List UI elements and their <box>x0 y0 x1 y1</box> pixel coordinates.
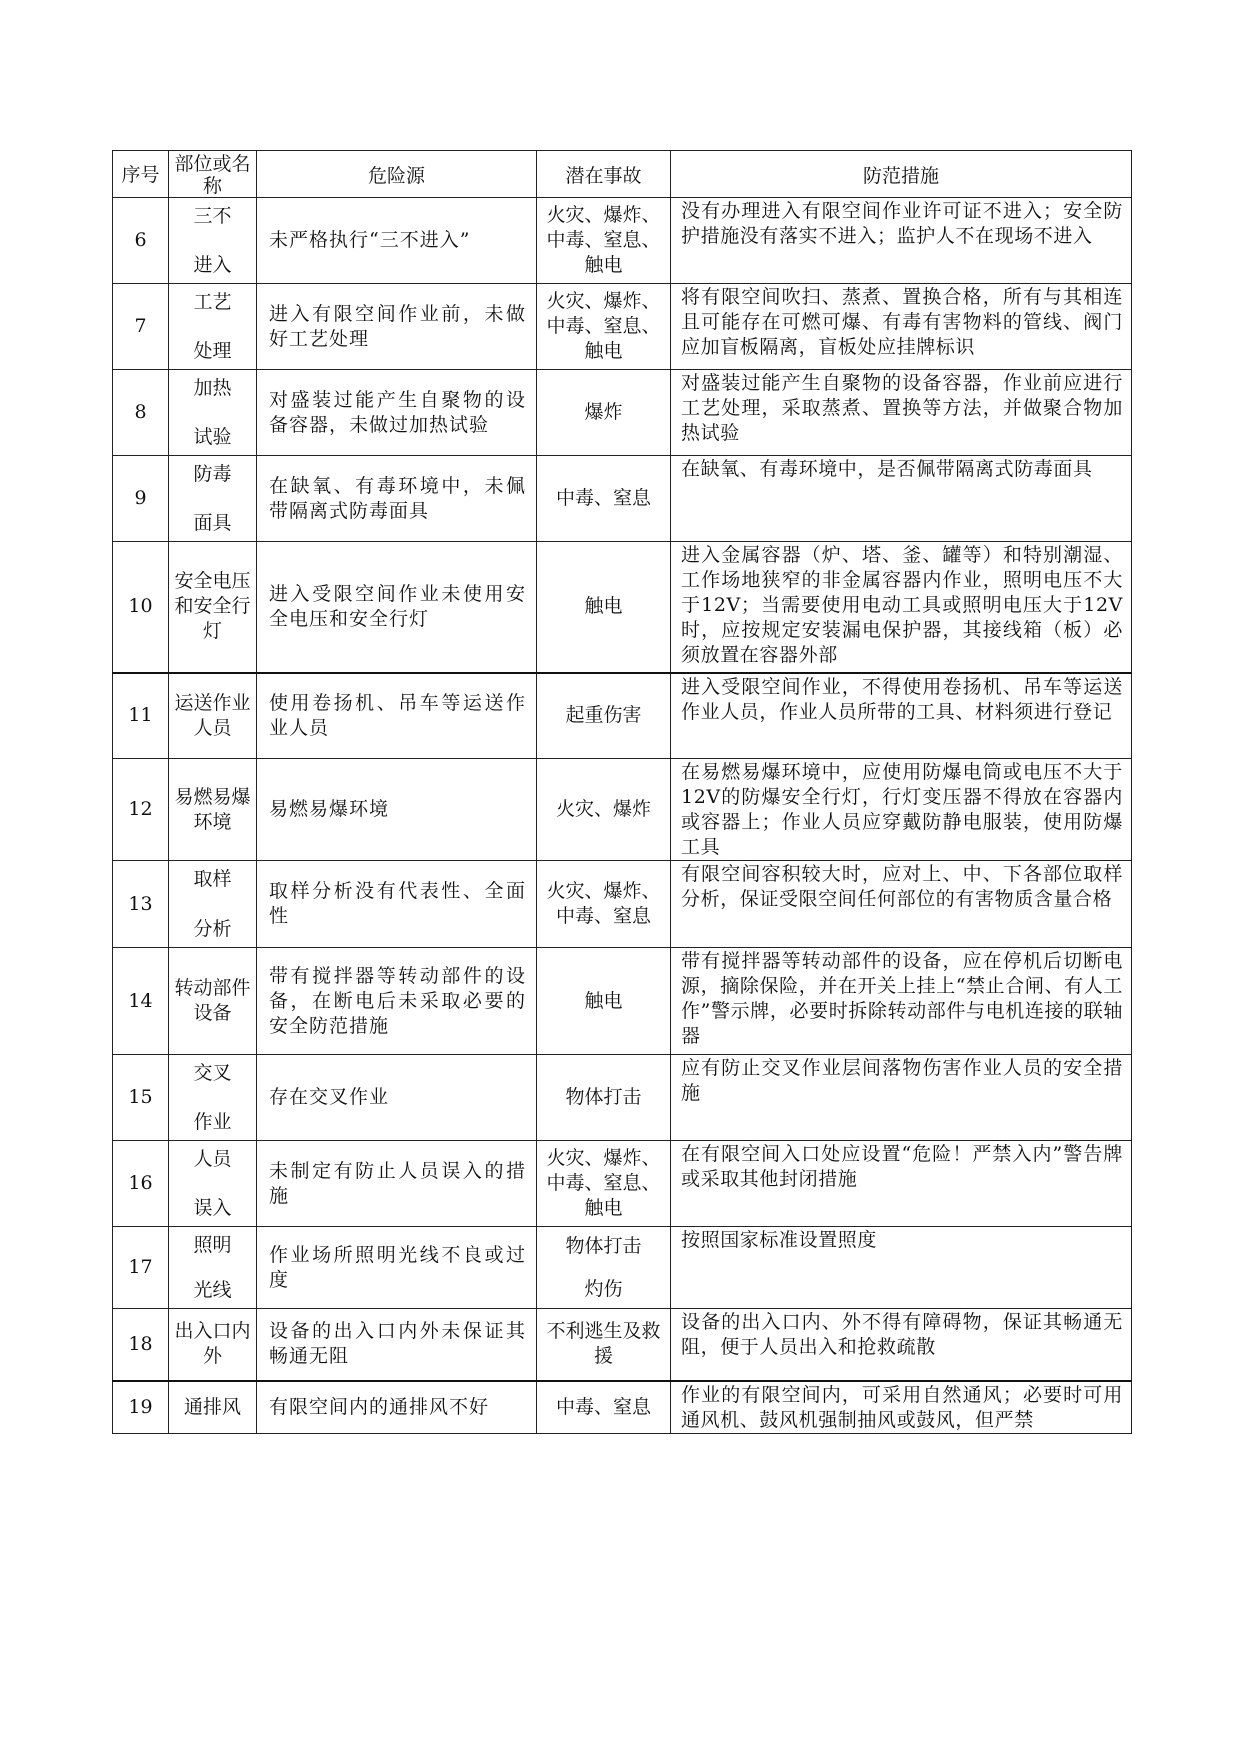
measures-text: 有限空间容积较大时，应对上、中、下各部位取样分析，保证受限空间任何部位的有害物质含量合格 <box>681 863 1123 910</box>
part-line: 试验 <box>193 425 232 448</box>
table-row <box>113 948 1132 1055</box>
measures-text: 在缺氧、有毒环境中，是否佩带隔离式防毒面具 <box>681 458 1093 480</box>
measures-text: 对盛装过能产生自聚物的设备容器，作业前应进行工艺处理，采取蒸煮、置换等方法，并做聚合物加热试验 <box>681 372 1123 444</box>
accident-text: 火灾、爆炸、中毒、窒息、触电 <box>546 290 661 362</box>
part-label <box>169 290 256 364</box>
part-label: 安全电压和安全行灯 <box>174 570 251 643</box>
hazard-text: 取样分析没有代表性、全面性 <box>269 880 526 927</box>
row-number: 10 <box>128 595 153 618</box>
cell-no <box>113 456 169 542</box>
table-row <box>113 1381 1132 1434</box>
table-row <box>113 673 1132 759</box>
accident-line: 灼伤 <box>584 1277 623 1300</box>
cell-measures <box>671 673 1132 759</box>
accident-text: 中毒、窒息 <box>555 487 651 509</box>
cell-measures <box>671 542 1132 673</box>
row-number: 18 <box>128 1332 153 1355</box>
part-line: 取样 <box>193 867 232 890</box>
cell-measures <box>671 1309 1132 1381</box>
table-row <box>113 759 1132 861</box>
cell-measures <box>671 284 1132 370</box>
table-row <box>113 1141 1132 1227</box>
hazard-text: 进入受限空间作业未使用安全电压和安全行灯 <box>269 582 526 630</box>
cell-part <box>169 198 257 284</box>
header-measures: 防范措施 <box>671 151 1132 198</box>
hazard-text: 未严格执行“三不进入” <box>269 229 471 251</box>
cell-part <box>169 861 257 948</box>
table-row <box>113 861 1132 948</box>
measures-text: 应有防止交叉作业层间落物伤害作业人员的安全措施 <box>681 1057 1123 1104</box>
measures-text: 进入受限空间作业，不得使用卷扬机、吊车等运送作业人员，作业人员所带的工具、材料须进行登记 <box>681 675 1123 723</box>
part-line: 光线 <box>193 1278 232 1301</box>
cell-part <box>169 542 257 673</box>
cell-part <box>169 673 257 759</box>
cell-accident <box>537 1055 671 1141</box>
part-line: 面具 <box>193 511 232 534</box>
row-number: 17 <box>128 1256 153 1278</box>
accident-text <box>543 1234 664 1302</box>
part-line: 作业 <box>193 1110 232 1133</box>
part-line: 工艺 <box>193 290 232 313</box>
part-line: 加热 <box>193 376 232 399</box>
hazard-text: 在缺氧、有毒环境中，未佩带隔离式防毒面具 <box>269 474 526 522</box>
header-no: 序号 <box>113 151 169 198</box>
table-header <box>113 151 1132 198</box>
hazard-text: 带有搅拌器等转动部件的设备，在断电后未采取必要的安全防范措施 <box>269 964 526 1037</box>
measures-text: 在易燃易爆环境中，应使用防爆电筒或电压不大于12V的防爆安全行灯，行灯变压器不得放在容器内或容器上；作业人员应穿戴防静电服装，使用防爆工具 <box>681 761 1123 858</box>
cell-accident <box>537 1381 671 1434</box>
row-number: 19 <box>128 1395 153 1418</box>
table-row <box>113 284 1132 370</box>
cell-no <box>113 1227 169 1309</box>
part-label: 通排风 <box>183 1395 241 1418</box>
row-number: 9 <box>134 487 147 509</box>
part-label <box>169 1147 256 1221</box>
cell-hazard <box>257 456 537 542</box>
hazard-text: 作业场所照明光线不良或过度 <box>269 1243 526 1291</box>
cell-hazard <box>257 861 537 948</box>
measures-text: 作业的有限空间内，可采用自然通风；必要时可用通风机、鼓风机强制抽风或鼓风，但严禁 <box>681 1383 1123 1431</box>
row-number: 7 <box>134 315 147 337</box>
accident-text: 爆炸 <box>584 401 623 423</box>
cell-measures <box>671 861 1132 948</box>
cell-accident <box>537 759 671 861</box>
hazard-text: 存在交叉作业 <box>269 1086 390 1108</box>
part-line: 分析 <box>193 917 232 940</box>
cell-hazard <box>257 370 537 456</box>
cell-no <box>113 1309 169 1381</box>
cell-hazard <box>257 198 537 284</box>
measures-text: 带有搅拌器等转动部件的设备，应在停机后切断电源，摘除保险，并在开关上挂上“禁止合闸、有人工作”警示牌，必要时拆除转动部件与电机连接的联轴器 <box>681 950 1123 1047</box>
cell-no <box>113 1055 169 1141</box>
cell-part <box>169 456 257 542</box>
cell-measures <box>671 948 1132 1055</box>
cell-no <box>113 542 169 673</box>
part-line: 防毒 <box>193 462 232 485</box>
cell-hazard <box>257 1381 537 1434</box>
cell-part <box>169 759 257 861</box>
cell-no <box>113 948 169 1055</box>
cell-measures <box>671 370 1132 456</box>
part-label <box>169 1233 256 1303</box>
part-label: 易燃易爆环境 <box>174 785 251 833</box>
cell-accident <box>537 284 671 370</box>
cell-accident <box>537 370 671 456</box>
cell-hazard <box>257 542 537 673</box>
part-label: 运送作业人员 <box>174 691 251 739</box>
part-label <box>169 867 256 942</box>
cell-part <box>169 1227 257 1309</box>
part-label: 转动部件设备 <box>174 977 251 1024</box>
row-number: 8 <box>134 401 147 423</box>
cell-hazard <box>257 1141 537 1227</box>
cell-hazard <box>257 1227 537 1309</box>
table-row <box>113 198 1132 284</box>
row-number: 6 <box>134 229 147 251</box>
table-row <box>113 1055 1132 1141</box>
hazard-table <box>112 150 1132 1434</box>
accident-text: 触电 <box>584 989 623 1012</box>
measures-text: 设备的出入口内、外不得有障碍物，保证其畅通无阻，便于人员出入和抢救疏散 <box>681 1311 1123 1358</box>
part-line: 人员 <box>193 1147 232 1170</box>
cell-no <box>113 1381 169 1434</box>
cell-part <box>169 1309 257 1381</box>
part-label: 出入口内外 <box>174 1320 251 1368</box>
cell-accident <box>537 673 671 759</box>
measures-text: 进入金属容器（炉、塔、釜、罐等）和特别潮湿、工作场地狭窄的非金属容器内作业，照明电压不大于12V；当需要使用电动工具或照明电压大于12V时，应按规定安装漏电保护器，其接线箱（板）必须放置在容器外部 <box>681 544 1123 666</box>
accident-text: 火灾、爆炸、中毒、窒息 <box>546 880 661 927</box>
cell-accident <box>537 1309 671 1381</box>
cell-hazard <box>257 1309 537 1381</box>
part-line: 进入 <box>193 253 232 276</box>
table-row <box>113 456 1132 542</box>
accident-text: 不利逃生及救援 <box>546 1320 661 1368</box>
measures-text: 没有办理进入有限空间作业许可证不进入；安全防护措施没有落实不进入；监护人不在现场不进入 <box>681 200 1123 247</box>
hazard-text: 有限空间内的通排风不好 <box>269 1395 490 1418</box>
cell-measures <box>671 1381 1132 1434</box>
cell-part <box>169 1055 257 1141</box>
header-hazard: 危险源 <box>257 151 537 198</box>
table-row <box>113 1227 1132 1309</box>
row-number: 12 <box>128 798 153 820</box>
cell-measures <box>671 759 1132 861</box>
cell-accident <box>537 456 671 542</box>
cell-measures <box>671 1141 1132 1227</box>
hazard-text: 对盛装过能产生自聚物的设备容器，未做过加热试验 <box>269 388 526 436</box>
table-row <box>113 1309 1132 1381</box>
part-line: 三不 <box>193 204 232 227</box>
cell-no <box>113 198 169 284</box>
cell-no <box>113 284 169 370</box>
accident-text: 物体打击 <box>565 1086 642 1108</box>
measures-text: 将有限空间吹扫、蒸煮、置换合格，所有与其相连且可能存在可燃可爆、有毒有害物料的管线、阀门应加盲板隔离，盲板处应挂牌标识 <box>681 286 1123 358</box>
part-line: 误入 <box>193 1196 232 1219</box>
part-label <box>169 462 256 536</box>
accident-text: 中毒、窒息 <box>555 1395 651 1418</box>
header-part: 部位或名称 <box>169 151 257 198</box>
row-number: 13 <box>128 892 153 915</box>
table-row <box>113 370 1132 456</box>
table-body <box>113 198 1132 1434</box>
row-number: 16 <box>128 1172 153 1194</box>
cell-hazard <box>257 1055 537 1141</box>
cell-no <box>113 1141 169 1227</box>
hazard-text: 使用卷扬机、吊车等运送作业人员 <box>269 691 526 739</box>
row-number: 11 <box>128 704 153 727</box>
table-row <box>113 542 1132 673</box>
accident-line: 物体打击 <box>565 1234 642 1257</box>
part-line: 照明 <box>193 1233 232 1256</box>
part-line: 处理 <box>193 339 232 362</box>
row-number: 14 <box>128 989 153 1012</box>
cell-no <box>113 759 169 861</box>
part-line: 交叉 <box>193 1061 232 1084</box>
cell-part <box>169 284 257 370</box>
cell-part <box>169 1381 257 1434</box>
header-accident: 潜在事故 <box>537 151 671 198</box>
cell-no <box>113 673 169 759</box>
cell-hazard <box>257 948 537 1055</box>
cell-hazard <box>257 673 537 759</box>
part-label <box>169 376 256 450</box>
cell-measures <box>671 1227 1132 1309</box>
accident-text: 触电 <box>584 595 623 618</box>
cell-accident <box>537 1141 671 1227</box>
measures-text: 按照国家标准设置照度 <box>681 1229 878 1251</box>
cell-measures <box>671 198 1132 284</box>
accident-text: 火灾、爆炸 <box>555 798 651 820</box>
cell-measures <box>671 1055 1132 1141</box>
part-label <box>169 1061 256 1135</box>
cell-accident <box>537 861 671 948</box>
cell-no <box>113 370 169 456</box>
cell-hazard <box>257 284 537 370</box>
accident-text: 起重伤害 <box>565 704 642 727</box>
cell-no <box>113 861 169 948</box>
hazard-text: 易燃易爆环境 <box>269 798 390 820</box>
cell-part <box>169 948 257 1055</box>
cell-accident <box>537 198 671 284</box>
cell-part <box>169 1141 257 1227</box>
part-label <box>169 204 256 278</box>
accident-text: 火灾、爆炸、中毒、窒息、触电 <box>546 1147 661 1219</box>
hazard-text: 未制定有防止人员误入的措施 <box>269 1159 526 1207</box>
hazard-text: 设备的出入口内外未保证其畅通无阻 <box>269 1320 526 1368</box>
cell-accident <box>537 1227 671 1309</box>
measures-text: 在有限空间入口处应设置“危险！严禁入内”警告牌或采取其他封闭措施 <box>681 1143 1123 1190</box>
accident-text: 火灾、爆炸、中毒、窒息、触电 <box>546 204 661 276</box>
cell-accident <box>537 948 671 1055</box>
cell-accident <box>537 542 671 673</box>
hazard-text: 进入有限空间作业前，未做好工艺处理 <box>269 302 526 350</box>
row-number: 15 <box>128 1086 153 1108</box>
cell-measures <box>671 456 1132 542</box>
cell-part <box>169 370 257 456</box>
cell-hazard <box>257 759 537 861</box>
